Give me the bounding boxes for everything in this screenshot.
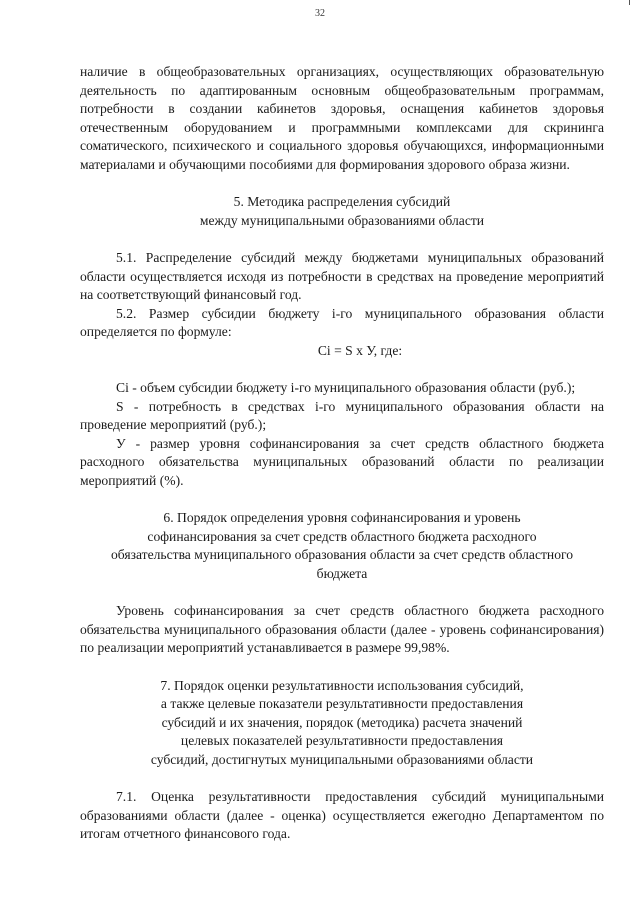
section-6-paragraph: Уровень софинансирования за счет средств областного бюджета расходного обязательства муниципального образования области (далее - уровень софинансирования) по реализации мероприятий устанавливается в размере 99,98%. — [80, 603, 604, 655]
section-5-heading — [80, 193, 604, 230]
section-6-heading-line: бюджета — [316, 565, 368, 581]
paragraph-5-1: 5.1. Распределение субсидий между бюджетами муниципальных образований области осуществляется исходя из потребности в средствах на проведение мероприятий на соответствующий финансовый год. — [80, 250, 604, 302]
section-7-heading-line: 7. Порядок оценки результативности использования субсидий, — [160, 677, 524, 693]
section-7-heading-line: субсидий, достигнутых муниципальными образованиями области — [150, 751, 534, 767]
section-6-heading-line: обязательства муниципального образования области за счет средств областного — [110, 547, 574, 562]
page-content — [80, 63, 604, 844]
definition-s: S - потребность в средствах i-го муниципального образования области на проведение мероприятий (руб.); — [80, 398, 604, 432]
section-7-heading-line: целевых показателей результативности предоставления — [180, 733, 504, 748]
paragraph-7-1: 7.1. Оценка результативности предоставления субсидий муниципальными образованиями области (далее - оценка) осуществляется ежегодно Департаментом по итогам отчетного финансового года. — [80, 789, 604, 841]
section-5-heading-line: 5. Методика распределения субсидий — [233, 194, 451, 209]
section-7-heading-line: а также целевые показатели результативности предоставления — [160, 696, 524, 711]
definition-ci: Ci - объем субсидии бюджету i-го муниципального образования области (руб.); — [116, 380, 576, 395]
intro-paragraph: наличие в общеобразовательных организациях, осуществляющих образовательную деятельность по адаптированным основным общеобразовательным программам, потребности в создании кабинетов здоровья, оснащения кабинетов здоровья отечественным оборудованием и программными комплексами для скрининга соматического, психического и социального здоровья обучающихся, информационными материалами и обучающими пособиями для формирования здорового образа жизни. — [80, 64, 604, 172]
section-7-heading — [80, 677, 604, 770]
scan-corner-mark — [629, 0, 630, 5]
paragraph-5-2: 5.2. Размер субсидии бюджету i-го муниципального образования области определяется по формуле: — [80, 305, 604, 339]
section-6-heading — [80, 509, 604, 583]
section-6-heading-line: софинансирования за счет средств областного бюджета расходного — [147, 528, 537, 544]
page-number: 32 — [315, 8, 325, 19]
section-7-heading-line: субсидий и их значения, порядок (методика) расчета значений — [161, 714, 523, 730]
formula: Ci = S x У, где: — [317, 342, 403, 358]
section-5-heading-line: между муниципальными образованиями области — [199, 212, 485, 228]
definition-u: У - размер уровня софинансирования за счет средств областного бюджета расходного обязательства муниципальных образований области по реализации мероприятий (%). — [80, 435, 604, 488]
section-6-heading-line: 6. Порядок определения уровня софинансирования и уровень — [163, 510, 521, 525]
